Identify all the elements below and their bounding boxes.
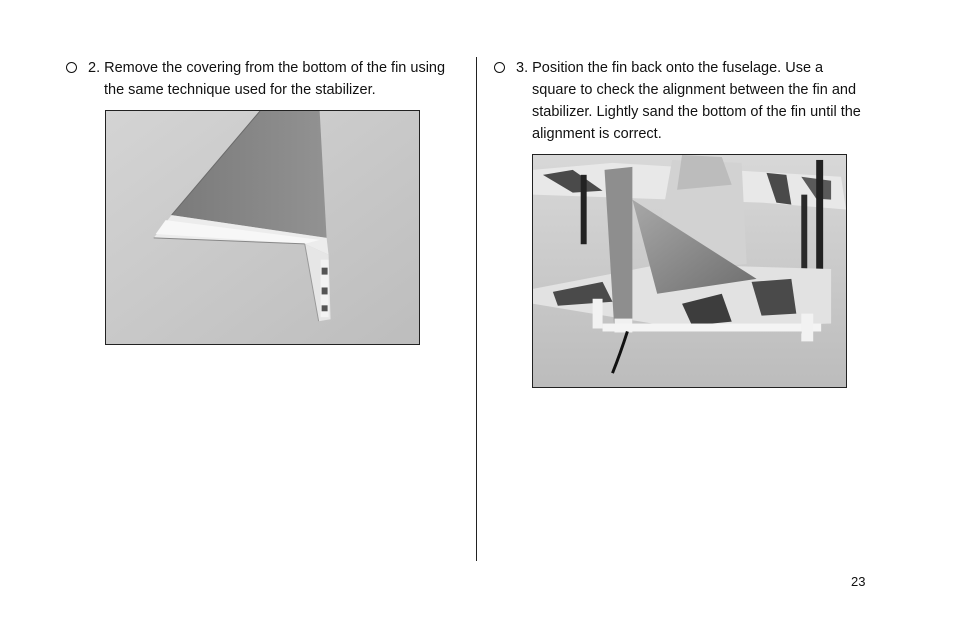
column-divider (476, 57, 477, 561)
step-3-line-4: alignment is correct. (532, 126, 662, 142)
step-3-number: 3. (516, 60, 529, 76)
step-2-line-1: 2. Remove the covering from the bottom of the fin using (88, 60, 446, 76)
checkbox-circle-icon (494, 62, 505, 73)
step-2-number: 2. (88, 60, 101, 76)
checkbox-circle-icon (66, 62, 77, 73)
step-3-instruction (494, 57, 894, 145)
step-3-line-1: 3. Position the fin back onto the fuselage. Use a (516, 60, 824, 76)
fin-covering-removed-photo (105, 110, 420, 345)
step-2-line-2: the same technique used for the stabilizer. (104, 82, 376, 98)
fin-alignment-square-photo (532, 154, 847, 388)
step-3-line-3: stabilizer. Lightly sand the bottom of the fin until the (532, 104, 861, 120)
step-3-line-2: square to check the alignment between the fin and (532, 82, 857, 98)
step-2-instruction (66, 57, 466, 101)
page-number: 23 (851, 574, 866, 589)
